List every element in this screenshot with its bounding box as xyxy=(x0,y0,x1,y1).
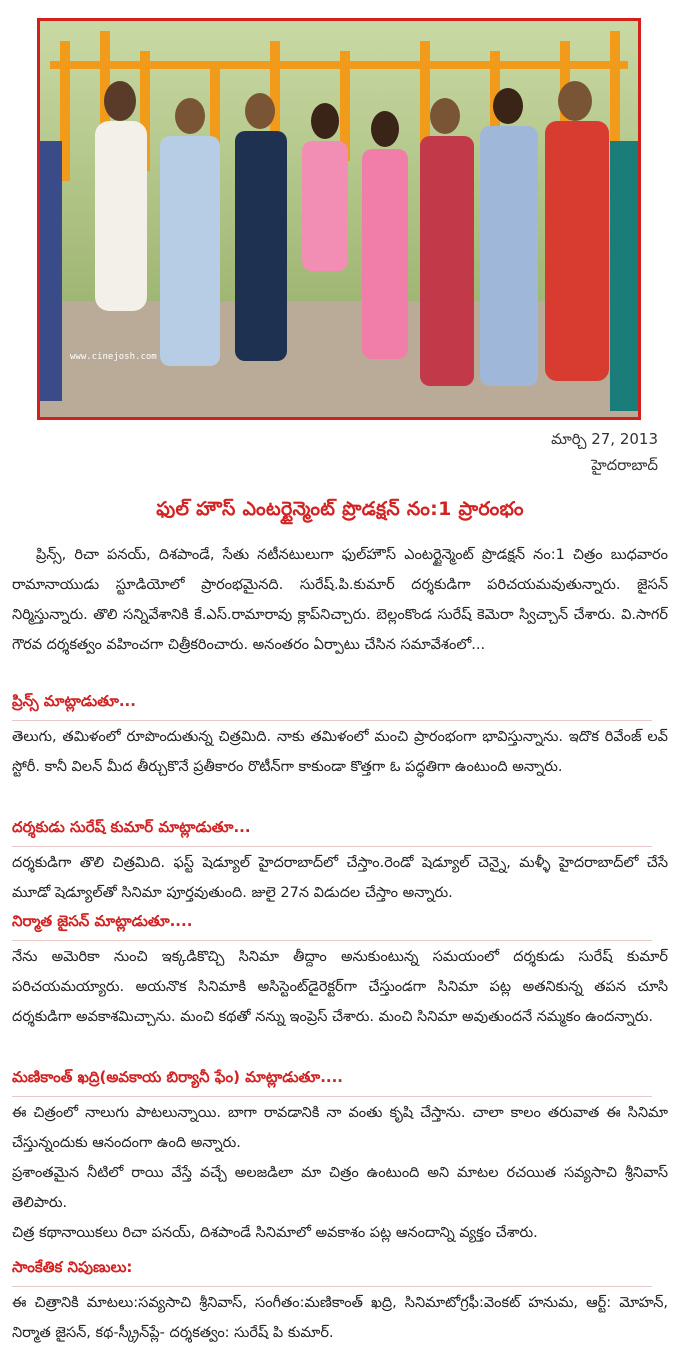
section-heading-technicians: సాంకేతిక నిపుణులు: xyxy=(12,1258,668,1287)
section-heading-prince: ప్రిన్స్ మాట్లాడుతూ... xyxy=(12,692,668,721)
section-paragraph-prince: తెలుగు, తమిళంలో రూపొందుతున్న చిత్రమిది. నాకు తమిళంలో మంచి ప్రారంభంగా భావిస్తున్నాను. ఇదొక రివేంజ్ లవ్ స్టోరీ. కానీ విలన్ మీద తీర్చుకొనే ప్రతీకారం రొటీన్‌గా కాకుండా కొత్తగా ఓ పద్ధతిగా ఉంటుంది అన్నారు. xyxy=(12,729,668,775)
group-photo-image xyxy=(40,21,638,417)
intro-paragraph: ప్రిన్స్, రిచా పనయ్, దిశపాండే, సేతు నటీనటులుగా ఫుల్‌హౌస్ ఎంటర్టైన్మెంట్ ప్రొడక్షన్ నం:1 చిత్రం బుధవారం రామానాయుడు స్టూడియోలో ప్రారంభమైనది. సురేష్.పి.కుమార్ దర్శకుడిగా పరిచయమవుతున్నారు. జైసన్ నిర్మిస్తున్నారు. తొలి సన్నివేశానికి కే.ఎస్.రామారావు క్లాప్‌నిచ్చారు. బెల్లంకొండ సురేష్ కెమెరా స్విచ్చాన్ చేశారు. వి.సాగర్ గౌరవ దర్శకత్వం వహించగా చిత్రీకరించారు. అనంతరం ఏర్పాటు చేసిన సమావేశంలో... xyxy=(12,547,668,653)
section-paragraph-technicians: ఈ చిత్రానికి మాటలు:సవ్యసాచి శ్రీనివాస్, సంగీతం:మణికాంత్ ఖద్రి, సినిమాటోగ్రఫీ:వెంకట్ హనుమ, ఆర్ట్: మోహన్, నిర్మాత జైసన్, కథ-స్క్రీన్‌ప్లే- దర్శకత్వం: సురేష్ పి కుమార్. xyxy=(12,1295,668,1341)
section-paragraph-music-2: ప్రశాంతమైన నీటిలో రాయి వేస్తే వచ్చే అలజడిలా మా చిత్రం ఉంటుంది అని మాటల రచయిత సవ్యసాచి శ్రీనివాస్ తెలిపారు. xyxy=(12,1165,668,1211)
article-headline: ఫుల్ హౌస్ ఎంటర్టైన్మెంట్ ప్రొడక్షన్ నం:1 ప్రారంభం xyxy=(156,498,524,520)
photo-watermark: www.cinejosh.com xyxy=(70,352,157,362)
section-heading-producer: నిర్మాత జైసన్ మాట్లాడుతూ.... xyxy=(12,912,668,941)
section-heading-music-director: మణికాంత్ ఖద్రి(అవకాయ బిర్యానీ ఫేం) మాట్లాడుతూ.... xyxy=(12,1068,668,1097)
article-location: హైదరాబాద్ xyxy=(591,456,658,474)
section-paragraph-producer: నేను అమెరికా నుంచి ఇక్కడికొచ్చి సినిమా తీద్దాం అనుకుంటున్న సమయంలో దర్శకుడు సురేష్ కుమార్ పరిచయమయ్యారు. అయనొక సినిమాకి అసిస్టెంట్‌డైరెక్టర్‌గా చేస్తుండగా సినిమా పట్ల అతనికున్న తపన చూసి దర్శకుడిగా అవకాశమిచ్చాను. మంచి కథతో నన్ను ఇంప్రెస్ చేశారు. మంచి సినిమా అవుతుందనే నమ్మకం ఉందన్నారు. xyxy=(12,949,668,1025)
section-heading-director: దర్శకుడు సురేష్ కుమార్ మాట్లాడుతూ... xyxy=(12,818,668,847)
article-photo xyxy=(37,18,641,420)
section-paragraph-music-3: చిత్ర కథానాయికలు రిచా పనయ్, దిశపాండే సినిమాలో అవకాశం పట్ల ఆనందాన్ని వ్యక్తం చేశారు. xyxy=(12,1225,538,1241)
section-paragraph-music-1: ఈ చిత్రంలో నాలుగు పాటలున్నాయి. బాగా రావడానికి నా వంతు కృషి చేస్తాను. చాలా కాలం తరువాత ఈ సినిమా చేస్తున్నందుకు ఆనందంగా ఉంది అన్నారు. xyxy=(12,1105,668,1151)
article-date: మార్చి 27, 2013 xyxy=(551,430,658,448)
section-paragraph-director: దర్శకుడిగా తొలి చిత్రమిది. ఫస్ట్ షెడ్యూల్ హైదరాబాద్‌లో చేస్తాం.రెండో షెడ్యూల్ చెన్నై, మళ్ళీ హైదరాబాద్‌లో చేసే మూడో షెడ్యూల్‌తో సినిమా పూర్తవుతుంది. జులై 27న విడుదల చేస్తాం అన్నారు. xyxy=(12,855,668,901)
